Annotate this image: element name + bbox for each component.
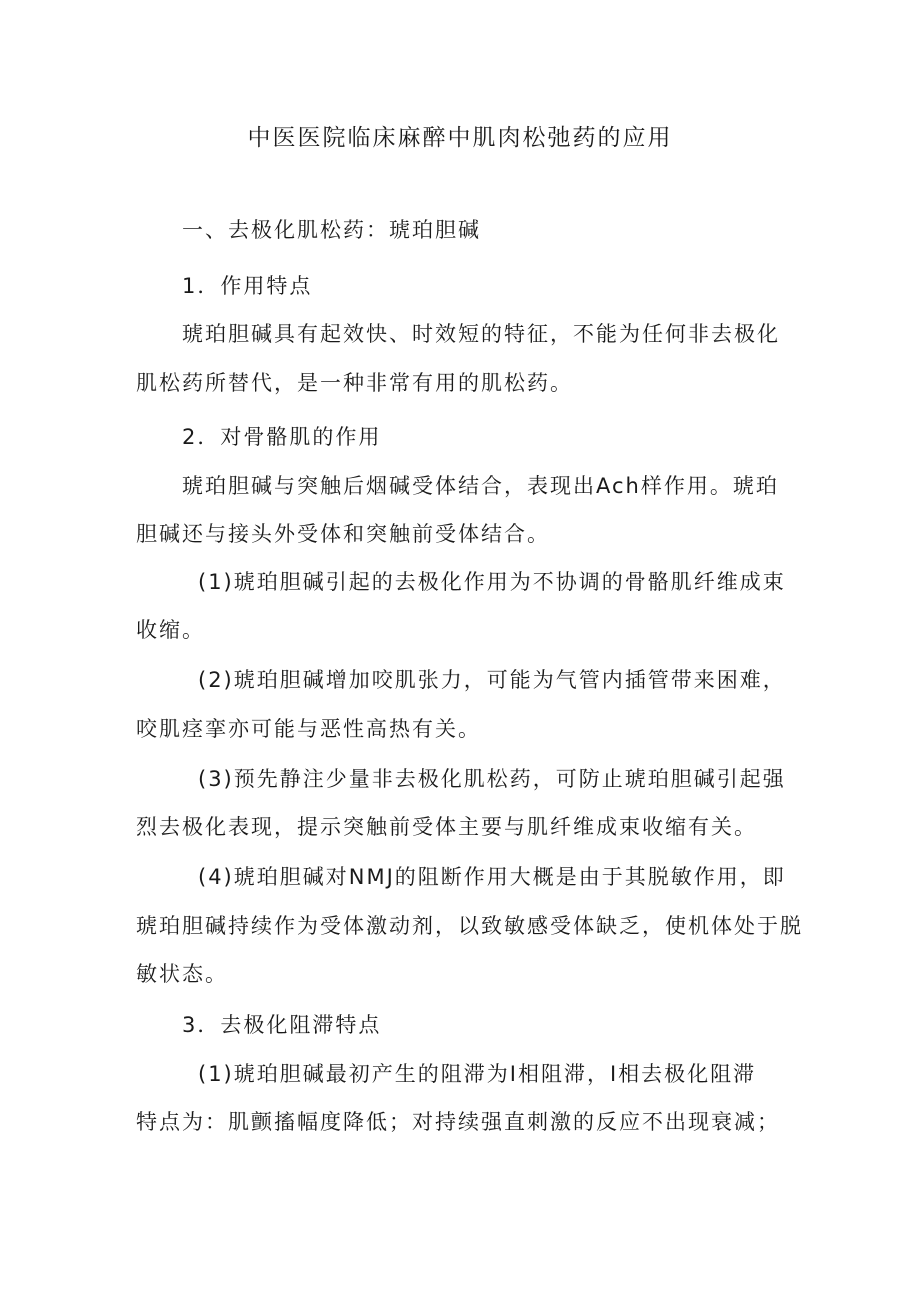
list-item-line: 咬肌痉挛亦可能与恶性高热有关。 bbox=[136, 717, 481, 741]
paragraph-line: 琥珀胆碱与突触后烟碱受体结合，表现出Ach样作用。琥珀 bbox=[182, 474, 779, 498]
list-item-line: (1)琥珀胆碱最初产生的阻滞为Ⅰ相阻滞，Ⅰ相去极化阻滞 bbox=[198, 1062, 757, 1086]
section-heading-1: 一、去极化肌松药：琥珀胆碱 bbox=[182, 218, 481, 242]
list-item-line: (2)琥珀胆碱增加咬肌张力，可能为气管内插管带来困难， bbox=[198, 668, 786, 692]
list-item-line: (3)预先静注少量非去极化肌松药，可防止琥珀胆碱引起强 bbox=[198, 767, 786, 791]
document-title: 中医医院临床麻醉中肌肉松弛药的应用 bbox=[247, 125, 673, 151]
subsection-heading-3: 3．去极化阻滞特点 bbox=[182, 1013, 382, 1037]
list-item-line: 琥珀胆碱持续作为受体激动剂，以致敏感受体缺乏，使机体处于脱 bbox=[136, 914, 803, 938]
paragraph-line: 肌松药所替代，是一种非常有用的肌松药。 bbox=[136, 371, 573, 395]
paragraph-line: 琥珀胆碱具有起效快、时效短的特征，不能为任何非去极化 bbox=[182, 322, 780, 346]
list-item-line: 烈去极化表现，提示突触前受体主要与肌纤维成束收缩有关。 bbox=[136, 815, 757, 839]
list-item-line: (4)琥珀胆碱对NMJ的阻断作用大概是由于其脱敏作用，即 bbox=[198, 865, 786, 889]
list-item-line: (1)琥珀胆碱引起的去极化作用为不协调的骨骼肌纤维成束 bbox=[198, 570, 786, 594]
list-item-line: 敏状态。 bbox=[136, 962, 228, 986]
subsection-heading-1: 1．作用特点 bbox=[182, 274, 313, 298]
subsection-heading-2: 2．对骨骼肌的作用 bbox=[182, 425, 382, 449]
paragraph-line: 胆碱还与接头外受体和突触前受体结合。 bbox=[136, 522, 550, 546]
list-item-line: 特点为：肌颤搐幅度降低；对持续强直刺激的反应不出现衰减； bbox=[136, 1110, 780, 1134]
list-item-line: 收缩。 bbox=[136, 618, 205, 642]
